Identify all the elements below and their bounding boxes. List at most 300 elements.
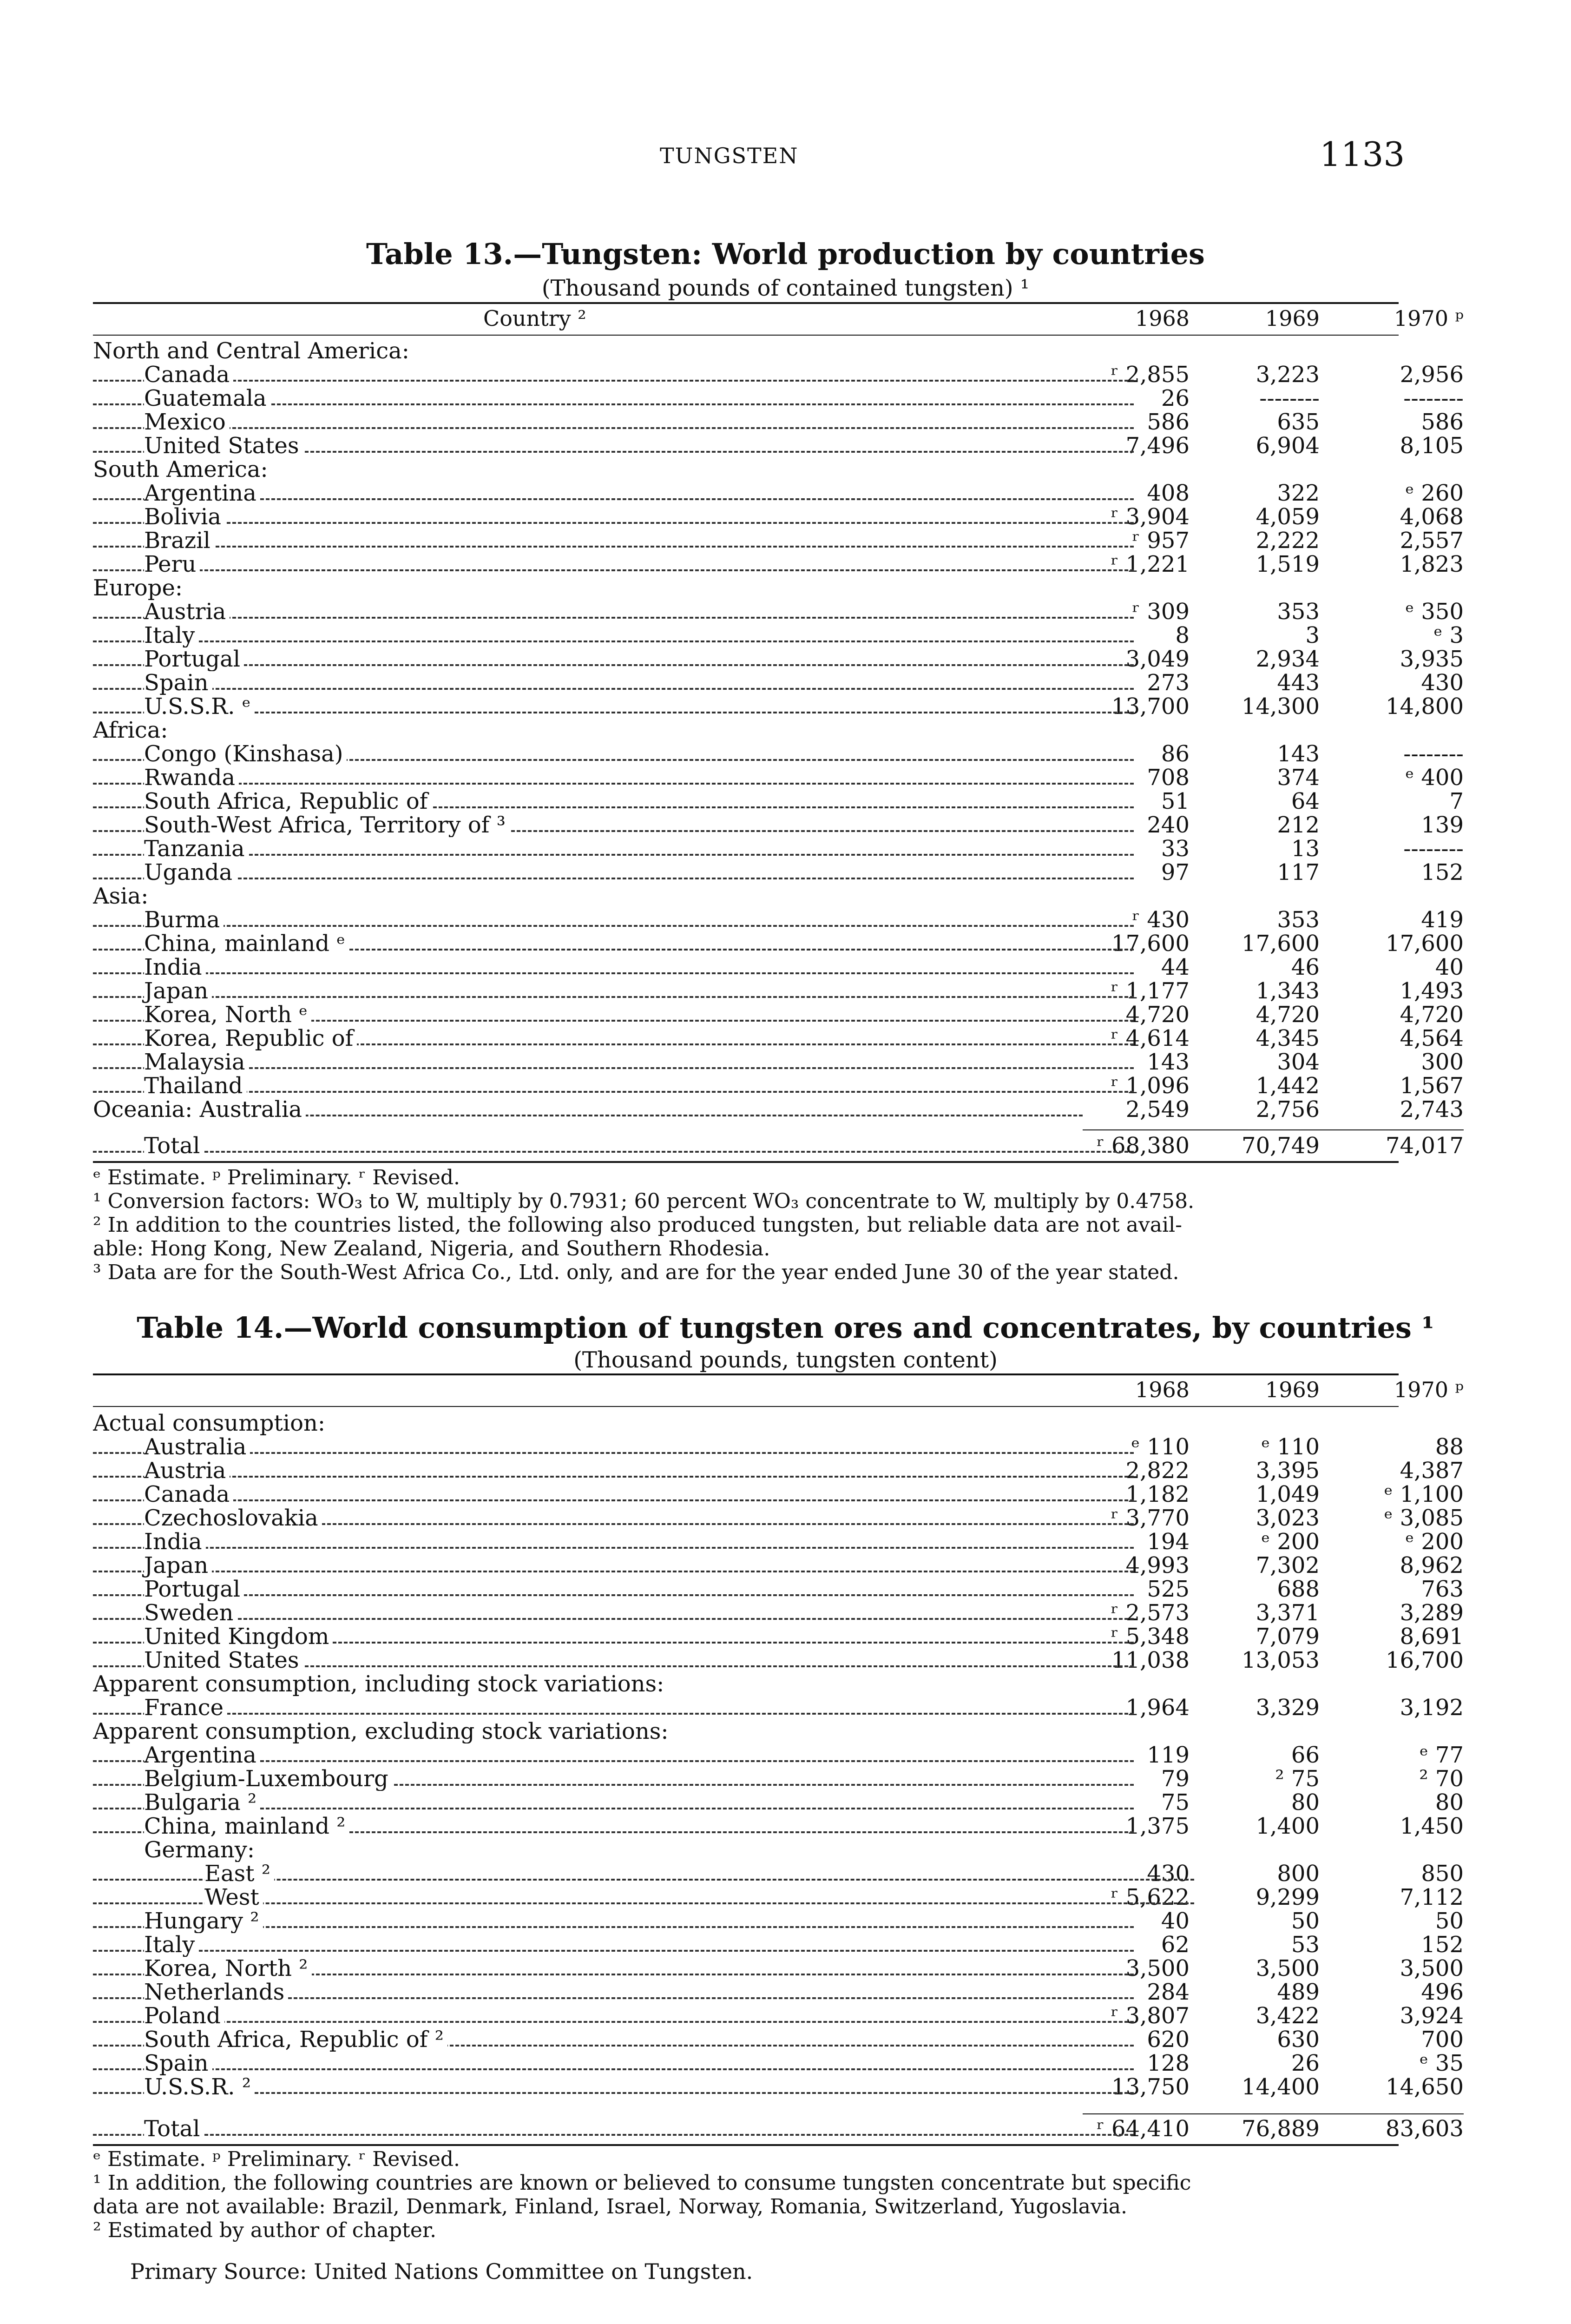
table14-row-label: South Africa, Republic of ² (93, 2028, 1134, 2052)
table14-row-label: Sweden (93, 1601, 1134, 1625)
table13-row-label: Guatemala (93, 387, 1134, 410)
table14-row (93, 2027, 1464, 2053)
table13-cell-1970: 1,493 (1400, 978, 1464, 1004)
table13-cell-1969: 443 (1277, 670, 1320, 696)
table13-row (93, 788, 1464, 814)
table13-row-label: Brazil (93, 529, 1134, 553)
table13-row (93, 339, 1399, 363)
table14-cell-1968: 2,822 (1125, 1458, 1190, 1484)
table13-total-rule (1083, 1129, 1464, 1130)
table13-row-label: Argentina (93, 482, 1134, 505)
table13-row (93, 812, 1464, 838)
table14-cell-1968: 620 (1147, 2027, 1190, 2053)
table14-cell-1970: 3,924 (1400, 2003, 1464, 2029)
table14-row-label: Portugal (93, 1578, 1134, 1601)
table13-title: Table 13.—Tungsten: World production by countries (366, 237, 1205, 271)
table14-note-2: ² Estimated by author of chapter. (93, 2218, 437, 2242)
table14-cell-1970: ² 70 (1419, 1766, 1464, 1792)
table13-row (93, 622, 1464, 648)
table13-cell-1970: 8,105 (1400, 433, 1464, 459)
table14-cell-1970: 152 (1421, 1932, 1464, 1958)
table13-cell-1968: 273 (1147, 670, 1190, 696)
table13-row (93, 433, 1464, 459)
table13-cell-1970: 4,564 (1400, 1025, 1464, 1051)
table14-cell-1968: ʳ 2,573 (1111, 1600, 1190, 1626)
table13-row (93, 646, 1464, 672)
table14-cell-1969: 3,422 (1255, 2003, 1320, 2029)
table13-cell-1970: 17,600 (1386, 931, 1464, 957)
table13-cell-1968: ʳ 4,614 (1111, 1025, 1190, 1051)
table13-cell-1968: 26 (1161, 385, 1190, 411)
table13-row (93, 1049, 1464, 1075)
table14-row (93, 1766, 1464, 1792)
table14-cell-1969: 80 (1291, 1789, 1320, 1816)
table13-cell-1968: 708 (1147, 765, 1190, 791)
table13-cell-1970: 419 (1421, 907, 1464, 933)
table14-row-label: Apparent consumption, excluding stock variations: (93, 1720, 1083, 1743)
table14-cell-1969: 3,023 (1255, 1505, 1320, 1531)
table13-row-label: Japan (93, 979, 1134, 1003)
table13-row-label: Uganda (93, 861, 1134, 885)
table13-cell-1969: 2,222 (1255, 528, 1320, 554)
table14-row-label: India (93, 1530, 1134, 1554)
table14-cell-1970: ᵉ 77 (1420, 1742, 1464, 1768)
table14-row (93, 1529, 1464, 1555)
table13-cell-1968: 2,549 (1125, 1096, 1190, 1122)
table13-row-label: Spain (93, 671, 1134, 695)
table14-cell-1970: 700 (1421, 2027, 1464, 2053)
table13-row-label: Korea, Republic of (93, 1027, 1134, 1050)
table14-row-label: France (93, 1696, 1134, 1720)
table14-cell-1970: 496 (1421, 1979, 1464, 2005)
table14-row (93, 1647, 1464, 1673)
table13-row (93, 576, 1399, 600)
table14-cell-1968: 62 (1161, 1932, 1190, 1958)
table13-cell-1969: 117 (1277, 859, 1320, 885)
table14-total-label: Total (93, 2117, 1134, 2141)
table13-cell-1970: 4,068 (1400, 504, 1464, 530)
table13-cell-1969: 2,934 (1255, 646, 1320, 672)
table14-cell-1970: 3,500 (1400, 1955, 1464, 1981)
table13-cell-1969: 14,300 (1242, 693, 1320, 720)
table14-cell-1968: ʳ 5,622 (1111, 1884, 1190, 1910)
table13-cell-1970: 4,720 (1400, 1002, 1464, 1028)
table14-row-label: Netherlands (93, 1981, 1134, 2004)
table14-row (93, 2050, 1464, 2076)
table14-cell-1968: 525 (1147, 1576, 1190, 1602)
table14-row-label: Italy (93, 1933, 1134, 1957)
table13-cell-1970: ᵉ 400 (1405, 765, 1464, 791)
table13-cell-1968: 586 (1147, 409, 1190, 435)
table14-row (93, 1813, 1464, 1839)
table13-cell-1968: 3,049 (1125, 646, 1190, 672)
table13 (93, 302, 1464, 1162)
table14-row (93, 1979, 1464, 2005)
table13-cell-1970: -------- (1403, 385, 1464, 411)
table13-row-label: North and Central America: (93, 339, 1083, 363)
table14-cell-1968: ʳ 3,807 (1111, 2003, 1190, 2029)
table14-cell-1968: 1,182 (1125, 1481, 1190, 1507)
table13-cell-1970: 14,800 (1386, 693, 1464, 720)
table14-total-rule (1083, 2113, 1464, 2114)
table13-cell-1969: 46 (1291, 954, 1320, 980)
table13-col-country: Country ² (483, 306, 586, 331)
table13-top-rule (93, 302, 1399, 304)
table13-year-1970: 1970 ᵖ (1394, 306, 1464, 331)
table14-cell-1968: 11,038 (1111, 1647, 1190, 1673)
table14-bottom-rule (93, 2144, 1399, 2146)
table14-row (93, 1720, 1399, 1743)
table13-cell-1970: 7 (1449, 788, 1464, 814)
table13-cell-1968: 97 (1161, 859, 1190, 885)
table13-row (93, 362, 1464, 388)
table14-row-label: Canada (93, 1483, 1134, 1506)
table13-header-rule (93, 335, 1399, 336)
table14-cell-1968: 79 (1161, 1766, 1190, 1792)
table14-cell-1969: 1,049 (1255, 1481, 1320, 1507)
table14-row (93, 1412, 1399, 1435)
table13-row-label: Africa: (93, 719, 1083, 742)
table14-cell-1968: 128 (1147, 2050, 1190, 2076)
table13-cell-1969: 64 (1291, 788, 1320, 814)
table14-cell-1968: 194 (1147, 1529, 1190, 1555)
table14-row-label: Belgium-Luxembourg (93, 1767, 1134, 1791)
table14-row-label: Hungary ² (93, 1909, 1134, 1933)
table14-cell-1969: 688 (1277, 1576, 1320, 1602)
table14-cell-1969: 53 (1291, 1932, 1320, 1958)
table13-row (93, 551, 1464, 577)
table13-cell-1969: 6,904 (1255, 433, 1320, 459)
table13-row-label: Austria (93, 600, 1134, 624)
table13-cell-1969: 1,442 (1255, 1073, 1320, 1099)
table13-cell-1970: 139 (1421, 812, 1464, 838)
running-head: TUNGSTEN (660, 143, 799, 168)
table13-row-label: U.S.S.R. ᵉ (93, 695, 1134, 719)
table14-cell-1969: ᵉ 200 (1261, 1529, 1320, 1555)
table13-row-label: India (93, 956, 1134, 979)
table13-cell-1968: 408 (1147, 480, 1190, 506)
table14-cell-1970: ᵉ 1,100 (1384, 1481, 1464, 1507)
table13-cell-1968: ʳ 1,096 (1111, 1073, 1190, 1099)
table13-cell-1969: 2,756 (1255, 1096, 1320, 1122)
table14-row (93, 1600, 1464, 1626)
table14-row-label: West (93, 1886, 1194, 1909)
table13-row (93, 1025, 1464, 1051)
table13-cell-1969: 4,345 (1255, 1025, 1320, 1051)
table14-row (93, 2074, 1464, 2100)
table13-row-label: Asia: (93, 885, 1083, 908)
table14-cell-1970: 3,192 (1400, 1695, 1464, 1721)
table13-total-row (93, 1133, 1464, 1159)
table13-cell-1969: 212 (1277, 812, 1320, 838)
table13-cell-1968: ʳ 309 (1132, 599, 1190, 625)
table13-cell-1969: 322 (1277, 480, 1320, 506)
table14-cell-1970: ᵉ 35 (1420, 2050, 1464, 2076)
table14-cell-1968: 4,993 (1125, 1552, 1190, 1578)
table14-row-label: United States (93, 1649, 1134, 1672)
table13-row-label: Rwanda (93, 766, 1134, 790)
table13-cell-1970: 1,567 (1400, 1073, 1464, 1099)
table13-bottom-rule (93, 1161, 1399, 1163)
table14 (93, 1373, 1464, 2145)
table14-row (93, 1861, 1464, 1887)
table13-cell-1969: 353 (1277, 599, 1320, 625)
table13-row (93, 719, 1399, 742)
table14-cell-1969: 3,329 (1255, 1695, 1320, 1721)
table13-cell-1970: -------- (1403, 836, 1464, 862)
table14-row-label: Australia (93, 1435, 1134, 1459)
table13-cell-1969: -------- (1259, 385, 1320, 411)
table13-note-3: ³ Data are for the South-West Africa Co., Ltd. only, and are for the year ended June 30 of the year stated. (93, 1261, 1179, 1284)
table14-cell-1970: 3,289 (1400, 1600, 1464, 1626)
table14-row (93, 1884, 1464, 1910)
table13-row (93, 458, 1399, 482)
table14-row (93, 1742, 1464, 1768)
table13-row-label: Peru (93, 553, 1134, 576)
table13-cell-1970: 3,935 (1400, 646, 1464, 672)
table14-cell-1968: ʳ 5,348 (1111, 1624, 1190, 1650)
table14-row-label: Spain (93, 2052, 1134, 2075)
table14-cell-1969: 630 (1277, 2027, 1320, 2053)
table14-cell-1969: 50 (1291, 1908, 1320, 1934)
table13-cell-1970: 2,557 (1400, 528, 1464, 554)
table13-cell-1968: 4,720 (1125, 1002, 1190, 1028)
table14-cell-1970: 50 (1435, 1908, 1464, 1934)
table13-row (93, 504, 1464, 530)
table13-cell-1968: ʳ 3,904 (1111, 504, 1190, 530)
table13-cell-1970: 40 (1435, 954, 1464, 980)
table14-row-label: China, mainland ² (93, 1815, 1134, 1838)
table14-row (93, 2003, 1464, 2029)
table14-note-1: ¹ In addition, the following countries are known or believed to consume tungsten concentrate but specific (93, 2171, 1191, 2195)
table14-cell-1970: 8,962 (1400, 1552, 1464, 1578)
table13-cell-1969: 4,720 (1255, 1002, 1320, 1028)
table14-cell-1968: 119 (1147, 1742, 1190, 1768)
table14-row-label: U.S.S.R. ² (93, 2075, 1134, 2099)
table13-cell-1968: 17,600 (1111, 931, 1190, 957)
table14-cell-1969: 1,400 (1255, 1813, 1320, 1839)
table14-row-label: United Kingdom (93, 1625, 1134, 1649)
table13-cell-1969: 17,600 (1242, 931, 1320, 957)
table14-row (93, 1838, 1399, 1862)
table13-cell-1968: 240 (1147, 812, 1190, 838)
table13-row (93, 978, 1464, 1004)
table13-row-label: Canada (93, 363, 1134, 387)
table13-note-1: ¹ Conversion factors: WO₃ to W, multiply by 0.7931; 60 percent WO₃ concentrate to W, multiply by 0.4758. (93, 1189, 1195, 1213)
table14-cell-1969: 7,302 (1255, 1552, 1320, 1578)
table14-cell-1969: 3,371 (1255, 1600, 1320, 1626)
table13-row (93, 931, 1464, 957)
table14-cell-1969: 489 (1277, 1979, 1320, 2005)
table13-cell-1968: 13,700 (1111, 693, 1190, 720)
table14-row-label: Actual consumption: (93, 1412, 1083, 1435)
table14-cell-1968: 1,964 (1125, 1695, 1190, 1721)
table14-row-label: Apparent consumption, including stock variations: (93, 1672, 1083, 1696)
table14-row (93, 1624, 1464, 1650)
table14-row (93, 1505, 1464, 1531)
table13-cell-1970: ᵉ 3 (1433, 622, 1464, 648)
table13-cell-1970: 300 (1421, 1049, 1464, 1075)
primary-source: Primary Source: United Nations Committee on Tungsten. (130, 2259, 753, 2284)
table13-row-label: South Africa, Republic of (93, 790, 1134, 813)
table14-cell-1969: 9,299 (1255, 1884, 1320, 1910)
table14-row (93, 1481, 1464, 1507)
table13-total-1968: ʳ 68,380 (1097, 1133, 1190, 1159)
table13-row (93, 528, 1464, 554)
table13-cell-1968: 33 (1161, 836, 1190, 862)
table13-cell-1969: 3,223 (1255, 362, 1320, 388)
table14-cell-1968: 430 (1147, 1861, 1190, 1887)
table14-subtitle: (Thousand pounds, tungsten content) (573, 1347, 998, 1373)
table13-row (93, 885, 1399, 908)
table13-cell-1969: 4,059 (1255, 504, 1320, 530)
table13-total-label: Total (93, 1134, 1134, 1158)
table13-row-label: Burma (93, 908, 1134, 932)
table13-cell-1970: 2,956 (1400, 362, 1464, 388)
table14-cell-1969: 26 (1291, 2050, 1320, 2076)
table14-total-1969: 76,889 (1242, 2116, 1320, 2142)
table13-row-label: South America: (93, 458, 1083, 482)
table14-cell-1969: 3,395 (1255, 1458, 1320, 1484)
table14-cell-1969: ᵉ 110 (1261, 1434, 1320, 1460)
table13-cell-1969: 635 (1277, 409, 1320, 435)
table13-row (93, 409, 1464, 435)
table13-cell-1970: -------- (1403, 741, 1464, 767)
table14-cell-1970: 88 (1435, 1434, 1464, 1460)
table13-row-label: China, mainland ᵉ (93, 932, 1134, 956)
table13-row-label: Congo (Kinshasa) (93, 742, 1134, 766)
table14-row-label: Bulgaria ² (93, 1791, 1134, 1815)
table13-cell-1969: 1,343 (1255, 978, 1320, 1004)
table14-row-label: Japan (93, 1554, 1134, 1578)
table13-row-label: Malaysia (93, 1050, 1134, 1074)
table13-year-1968: 1968 (1135, 306, 1190, 331)
table13-year-1969: 1969 (1265, 306, 1320, 331)
table14-row-label: Argentina (93, 1743, 1134, 1767)
table14-cell-1968: ʳ 3,770 (1111, 1505, 1190, 1531)
table13-total-1969: 70,749 (1242, 1133, 1320, 1159)
table13-cell-1970: ᵉ 350 (1405, 599, 1464, 625)
table13-cell-1969: 1,519 (1255, 551, 1320, 577)
table14-row (93, 1908, 1464, 1934)
table13-note-legend: ᵉ Estimate. ᵖ Preliminary. ʳ Revised. (93, 1166, 460, 1189)
page-number: 1133 (1320, 135, 1405, 174)
table14-cell-1969: 13,053 (1242, 1647, 1320, 1673)
table13-cell-1970: 430 (1421, 670, 1464, 696)
table14-cell-1970: ᵉ 3,085 (1384, 1505, 1464, 1531)
table13-row-label: Bolivia (93, 505, 1134, 529)
table14-cell-1970: 4,387 (1400, 1458, 1464, 1484)
table14-row-label: East ² (93, 1862, 1194, 1886)
table14-title: Table 14.—World consumption of tungsten ores and concentrates, by countries ¹ (137, 1311, 1434, 1345)
table14-cell-1970: 8,691 (1400, 1624, 1464, 1650)
table13-row (93, 1002, 1464, 1028)
table14-row (93, 1672, 1399, 1696)
table13-cell-1968: 143 (1147, 1049, 1190, 1075)
table13-cell-1969: 374 (1277, 765, 1320, 791)
table14-cell-1968: 1,375 (1125, 1813, 1190, 1839)
table14-note-legend: ᵉ Estimate. ᵖ Preliminary. ʳ Revised. (93, 2147, 460, 2171)
table13-row (93, 385, 1464, 411)
table13-row (93, 1096, 1464, 1122)
table14-cell-1970: 16,700 (1386, 1647, 1464, 1673)
table14-total-1968: ʳ 64,410 (1097, 2116, 1190, 2142)
table14-row (93, 1932, 1464, 1958)
table13-row (93, 859, 1464, 885)
table13-row (93, 765, 1464, 791)
table14-total-row (93, 2116, 1464, 2142)
table14-cell-1970: 14,650 (1386, 2074, 1464, 2100)
table14-cell-1969: 800 (1277, 1861, 1320, 1887)
table13-cell-1970: 152 (1421, 859, 1464, 885)
table13-row-label: Mexico (93, 410, 1134, 434)
table14-row-label: Germany: (93, 1838, 1134, 1862)
table13-cell-1970: 1,823 (1400, 551, 1464, 577)
table14-cell-1970: 7,112 (1400, 1884, 1464, 1910)
table13-row (93, 907, 1464, 933)
table14-cell-1968: ᵉ 110 (1131, 1434, 1190, 1460)
table14-cell-1968: 3,500 (1125, 1955, 1190, 1981)
table14-cell-1968: 75 (1161, 1789, 1190, 1816)
table13-cell-1968: ʳ 957 (1132, 528, 1190, 554)
table13-cell-1968: 51 (1161, 788, 1190, 814)
table13-cell-1968: ʳ 1,177 (1111, 978, 1190, 1004)
table14-cell-1970: 1,450 (1400, 1813, 1464, 1839)
table14-cell-1969: 3,500 (1255, 1955, 1320, 1981)
table14-top-rule (93, 1373, 1399, 1375)
table14-row (93, 1955, 1464, 1981)
table14-year-1968: 1968 (1135, 1377, 1190, 1402)
table13-row (93, 954, 1464, 980)
table14-cell-1970: 80 (1435, 1789, 1464, 1816)
table13-cell-1968: ʳ 2,855 (1111, 362, 1190, 388)
table13-cell-1970: 2,743 (1400, 1096, 1464, 1122)
table13-note-2: ² In addition to the countries listed, the following also produced tungsten, but reliable data are not avail- (93, 1213, 1183, 1237)
table13-subtitle: (Thousand pounds of contained tungsten) ¹ (541, 275, 1030, 301)
table13-cell-1968: ʳ 1,221 (1111, 551, 1190, 577)
table13-cell-1968: 8 (1175, 622, 1190, 648)
table14-cell-1968: 284 (1147, 1979, 1190, 2005)
table14-total-1970: 83,603 (1386, 2116, 1464, 2142)
table14-note-1-cont: data are not available: Brazil, Denmark, Finland, Israel, Norway, Romania, Switzerland, Yugoslavia. (93, 2195, 1128, 2218)
table13-row-label: Korea, North ᵉ (93, 1003, 1134, 1027)
table14-notes (93, 2147, 1399, 2242)
table13-row (93, 480, 1464, 506)
table13-cell-1970: 586 (1421, 409, 1464, 435)
table13-cell-1969: 353 (1277, 907, 1320, 933)
table13-cell-1970: ᵉ 260 (1405, 480, 1464, 506)
table14-cell-1968: 13,750 (1111, 2074, 1190, 2100)
table14-year-1970: 1970 ᵖ (1394, 1377, 1464, 1402)
table13-cell-1968: 7,496 (1125, 433, 1190, 459)
table14-row (93, 1695, 1464, 1721)
table14-cell-1970: 850 (1421, 1861, 1464, 1887)
table13-cell-1968: 44 (1161, 954, 1190, 980)
table13-total-1970: 74,017 (1386, 1133, 1464, 1159)
table14-cell-1970: ᵉ 200 (1405, 1529, 1464, 1555)
table13-row-label: Portugal (93, 647, 1134, 671)
table14-row-label: Poland (93, 2004, 1134, 2028)
table13-cell-1968: 86 (1161, 741, 1190, 767)
table13-row (93, 1073, 1464, 1099)
table13-row (93, 741, 1464, 767)
table13-row (93, 693, 1464, 720)
table14-cell-1969: 66 (1291, 1742, 1320, 1768)
table13-cell-1969: 13 (1291, 836, 1320, 862)
table14-row-label: Korea, North ² (93, 1957, 1134, 1981)
table13-row-label: Italy (93, 624, 1134, 647)
table13-row (93, 670, 1464, 696)
